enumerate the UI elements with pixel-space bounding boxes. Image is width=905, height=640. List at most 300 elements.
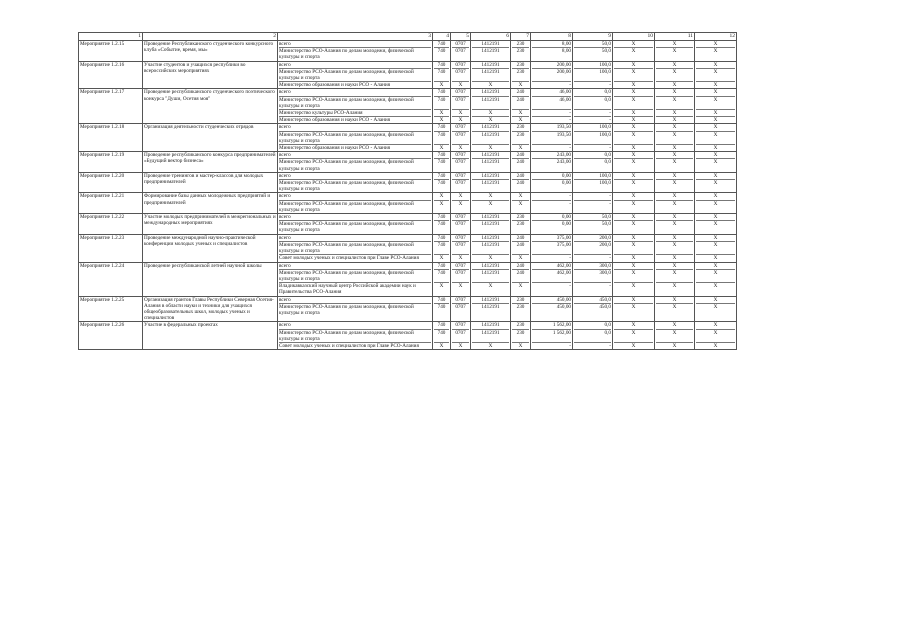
value: 1412191 xyxy=(472,235,509,242)
value: X xyxy=(696,152,735,159)
value: X xyxy=(696,41,735,48)
value-cell-c4 xyxy=(433,89,451,124)
value: 230 xyxy=(512,132,529,145)
value: 240 xyxy=(516,180,525,187)
value: 740 xyxy=(434,152,449,159)
value-cell-c4 xyxy=(433,214,451,235)
executor-name: всего xyxy=(279,193,431,200)
value-cell-c8 xyxy=(531,296,573,322)
value: X xyxy=(614,41,653,48)
value-cell-c7 xyxy=(511,296,531,322)
executor-name: Совет молодых ученых и специалистов при Главе РСО-Алания xyxy=(279,255,419,262)
value-cell-c5 xyxy=(451,322,471,350)
value: 200,00 xyxy=(532,62,571,69)
value-cell-c4 xyxy=(433,124,451,152)
value: X xyxy=(656,330,693,343)
value: 1412191 xyxy=(481,159,500,166)
value-cell-c7 xyxy=(511,262,531,296)
value: 100,0 xyxy=(574,132,611,145)
value-cell-c11 xyxy=(655,61,695,89)
value: 50,0 xyxy=(601,48,611,55)
value: X xyxy=(696,132,735,145)
value-cell-c5 xyxy=(451,214,471,235)
value: 1412191 xyxy=(472,69,509,82)
value: - xyxy=(609,283,611,290)
value: X xyxy=(518,342,523,349)
value: - xyxy=(569,200,571,207)
value-cell-c11 xyxy=(655,124,695,152)
executor-name: Министерство РСО-Алания по делам молодежи, физической культуры и спорта xyxy=(279,270,431,283)
value: 1412191 xyxy=(472,270,509,283)
value: 740 xyxy=(437,180,446,187)
value: 740 xyxy=(434,41,449,48)
value-cell-c7 xyxy=(511,234,531,262)
column-number: 7 xyxy=(511,33,531,41)
executor-name: Министерство образования и науки РСО - Алания xyxy=(279,145,391,152)
value: 0707 xyxy=(452,235,469,242)
value: 0707 xyxy=(455,48,466,55)
value-cell-c9 xyxy=(573,172,613,193)
value: 240 xyxy=(512,152,529,159)
value: X xyxy=(696,270,735,283)
value: 0707 xyxy=(452,297,469,304)
value-cell-c5 xyxy=(451,172,471,193)
value: X xyxy=(713,221,718,228)
program-table xyxy=(78,32,737,350)
value: 100,0 xyxy=(574,69,611,82)
value-cell-c7 xyxy=(511,61,531,89)
value: X xyxy=(696,322,735,329)
executor-name: Министерство РСО-Алания по делам молодежи, физической культуры и спорта xyxy=(279,97,431,110)
value: X xyxy=(614,330,653,343)
value: - xyxy=(574,193,611,200)
activity-name: Проведение Республиканского студенческого конкурсного клуба «Событие, время, мы» xyxy=(143,41,278,62)
value: 230 xyxy=(516,48,525,55)
value: X xyxy=(713,200,718,207)
activity-code: Мероприятие 1.2.26 xyxy=(79,322,143,350)
activity-code: Мероприятие 1.2.24 xyxy=(79,262,143,296)
value: 1412191 xyxy=(481,48,500,55)
value: X xyxy=(631,145,636,152)
value: 240 xyxy=(512,173,529,180)
value: X xyxy=(656,270,693,283)
column-number: 2 xyxy=(143,33,278,41)
value-cell-c11 xyxy=(655,193,695,214)
value: X xyxy=(672,283,677,290)
value: X xyxy=(656,97,693,110)
value: 1412191 xyxy=(481,303,500,310)
value: X xyxy=(696,62,735,69)
value: X xyxy=(614,322,653,329)
executor-cell xyxy=(278,296,433,322)
value: X xyxy=(439,255,444,262)
value-cell-c12 xyxy=(695,214,737,235)
value-cell-c11 xyxy=(655,322,695,350)
value-cell-c6 xyxy=(471,322,511,350)
value: X xyxy=(458,342,463,349)
value-cell-c8 xyxy=(531,41,573,62)
value: 740 xyxy=(434,270,449,283)
executor-name: Министерство РСО-Алания по делам молодежи, физической культуры и спорта xyxy=(279,48,414,61)
value: X xyxy=(439,145,444,152)
value: X xyxy=(656,62,693,69)
value: X xyxy=(631,283,636,290)
value: - xyxy=(609,255,611,262)
value-cell-c6 xyxy=(471,296,511,322)
value: X xyxy=(518,255,523,262)
value: 1412191 xyxy=(481,221,500,228)
value: 0,00 xyxy=(532,173,571,180)
column-number: 4 xyxy=(433,33,451,41)
value-cell-c6 xyxy=(471,234,511,262)
value: X xyxy=(439,283,444,290)
value: 740 xyxy=(434,322,449,329)
value: - xyxy=(532,110,571,117)
value-cell-c12 xyxy=(695,193,737,214)
value: 740 xyxy=(437,48,446,55)
activity-name: Проведение республиканской летней научной школы xyxy=(143,262,278,296)
value: X xyxy=(656,214,693,221)
executor-cell xyxy=(278,172,433,193)
activity-name: Организация грантов Главы Республики Северная Осетия-Алания в области науки и техники для учащихся общеобразовательных школ, молодых ученых и специалистов xyxy=(143,296,278,322)
value: X xyxy=(614,124,653,131)
value: 240 xyxy=(512,89,529,96)
value: - xyxy=(569,82,571,89)
value: 740 xyxy=(437,303,446,310)
value-cell-c12 xyxy=(695,172,737,193)
value: X xyxy=(488,145,493,152)
value: X xyxy=(614,97,653,110)
executor-name: всего xyxy=(279,297,431,304)
value: X xyxy=(672,145,677,152)
activity-code: Мероприятие 1.2.25 xyxy=(79,296,143,322)
activity-name: Проведение республиканского студенческого поэтического конкурса "Души, Осетия моя" xyxy=(143,89,278,124)
value: X xyxy=(439,117,444,124)
activity-code: Мероприятие 1.2.22 xyxy=(79,214,143,235)
activity-code: Мероприятие 1.2.21 xyxy=(79,193,143,214)
value: X xyxy=(458,82,463,89)
value: 740 xyxy=(434,242,449,255)
value: - xyxy=(609,117,611,124)
column-number: 1 xyxy=(79,33,143,41)
value: X xyxy=(696,214,735,221)
value: 243,00 xyxy=(556,159,571,166)
value: X xyxy=(518,117,523,124)
value: 50,0 xyxy=(601,221,611,228)
activity-name: Организация деятельности студенческих отрядов xyxy=(143,124,278,152)
value: X xyxy=(713,145,718,152)
value: 450,00 xyxy=(556,303,571,310)
executor-name: Министерство РСО-Алания по делам молодежи, физической культуры и спорта xyxy=(279,200,414,213)
value-cell-c8 xyxy=(531,234,573,262)
value-cell-c5 xyxy=(451,234,471,262)
value: 740 xyxy=(434,235,449,242)
value: - xyxy=(609,145,611,152)
value: X xyxy=(488,200,493,207)
value: X xyxy=(614,62,653,69)
value-cell-c6 xyxy=(471,61,511,89)
document-page xyxy=(78,32,736,350)
executor-name: всего xyxy=(279,41,431,48)
value: X xyxy=(672,255,677,262)
executor-name: всего xyxy=(279,263,431,270)
value-cell-c12 xyxy=(695,89,737,124)
value-cell-c9 xyxy=(573,152,613,173)
value-cell-c11 xyxy=(655,152,695,173)
value: 450,00 xyxy=(532,297,571,304)
value: X xyxy=(458,283,463,290)
value-cell-c6 xyxy=(471,172,511,193)
value: 740 xyxy=(434,97,449,110)
value: X xyxy=(672,159,677,166)
value: 740 xyxy=(434,124,449,131)
value: 0707 xyxy=(452,214,469,221)
value-cell-c7 xyxy=(511,152,531,173)
value-cell-c6 xyxy=(471,262,511,296)
value: 1412191 xyxy=(472,297,509,304)
value: 375,00 xyxy=(532,242,571,255)
executor-name: Министерство культуры РСО-Алания xyxy=(279,110,431,117)
value-cell-c4 xyxy=(433,61,451,89)
table-row xyxy=(79,322,737,350)
executor-name: всего xyxy=(279,152,431,159)
value: 1 562,00 xyxy=(532,322,571,329)
value: X xyxy=(672,200,677,207)
value-cell-c4 xyxy=(433,193,451,214)
value: 46,00 xyxy=(532,89,571,96)
value-cell-c9 xyxy=(573,322,613,350)
table-row xyxy=(79,193,737,214)
value: 0707 xyxy=(452,41,469,48)
value: X xyxy=(656,263,693,270)
column-number: 5 xyxy=(451,33,471,41)
value-cell-c12 xyxy=(695,262,737,296)
table-row xyxy=(79,214,737,235)
value-cell-c11 xyxy=(655,234,695,262)
value: X xyxy=(713,342,718,349)
value: 740 xyxy=(437,159,446,166)
value: X xyxy=(434,193,449,200)
value: 8,00 xyxy=(532,41,571,48)
value: X xyxy=(696,69,735,82)
table-row xyxy=(79,262,737,296)
value-cell-c10 xyxy=(613,172,655,193)
executor-cell xyxy=(278,152,433,173)
table-row xyxy=(79,152,737,173)
value-cell-c12 xyxy=(695,152,737,173)
value: 740 xyxy=(434,263,449,270)
value: 740 xyxy=(437,221,446,228)
value: X xyxy=(614,132,653,145)
value-cell-c10 xyxy=(613,262,655,296)
value-cell-c8 xyxy=(531,124,573,152)
value: X xyxy=(452,193,469,200)
activity-code: Мероприятие 1.2.16 xyxy=(79,61,143,89)
value: X xyxy=(614,214,653,221)
value-cell-c6 xyxy=(471,214,511,235)
value-cell-c5 xyxy=(451,262,471,296)
value: - xyxy=(569,117,571,124)
value: - xyxy=(609,342,611,349)
value: 740 xyxy=(434,62,449,69)
activity-name: Проведение республиканского конкурса предпринимателей «Будущий вектор бизнеса» xyxy=(143,152,278,173)
value: 462,00 xyxy=(532,263,571,270)
value: 1412191 xyxy=(472,263,509,270)
value: 0707 xyxy=(452,270,469,283)
value: 0,0 xyxy=(574,97,611,110)
value: 0,00 xyxy=(532,214,571,221)
value-cell-c12 xyxy=(695,322,737,350)
value-cell-c9 xyxy=(573,234,613,262)
value: X xyxy=(696,110,735,117)
value: X xyxy=(631,117,636,124)
value: X xyxy=(672,117,677,124)
executor-name: Министерство РСО-Алания по делам молодежи, физической культуры и спорта xyxy=(279,132,431,145)
value: X xyxy=(656,322,693,329)
activity-code: Мероприятие 1.2.17 xyxy=(79,89,143,124)
value-cell-c5 xyxy=(451,41,471,62)
executor-name: Министерство РСО-Алания по делам молодежи, физической культуры и спорта xyxy=(279,159,414,172)
value: 230 xyxy=(516,221,525,228)
value: X xyxy=(631,303,636,310)
value: 240 xyxy=(516,159,525,166)
value: - xyxy=(569,145,571,152)
value: X xyxy=(656,110,693,117)
value-cell-c10 xyxy=(613,61,655,89)
value: 0707 xyxy=(452,173,469,180)
value: 0707 xyxy=(455,303,466,310)
value: 1412191 xyxy=(472,322,509,329)
value-cell-c12 xyxy=(695,234,737,262)
value-cell-c7 xyxy=(511,322,531,350)
value: X xyxy=(672,221,677,228)
value: 0707 xyxy=(452,132,469,145)
value: X xyxy=(614,110,653,117)
value-cell-c7 xyxy=(511,172,531,193)
value: 300,0 xyxy=(574,270,611,283)
value: X xyxy=(696,193,735,200)
value: 0707 xyxy=(452,263,469,270)
value-cell-c9 xyxy=(573,193,613,214)
value: X xyxy=(713,117,718,124)
value: - xyxy=(574,110,611,117)
value: 1412191 xyxy=(472,152,509,159)
value-cell-c7 xyxy=(511,124,531,152)
value: X xyxy=(656,124,693,131)
value: X xyxy=(672,342,677,349)
value: 740 xyxy=(434,330,449,343)
value: 1412191 xyxy=(472,173,509,180)
value: 1412191 xyxy=(472,242,509,255)
value: 8,00 xyxy=(561,48,571,55)
value: X xyxy=(656,89,693,96)
value: 200,00 xyxy=(532,69,571,82)
value-cell-c7 xyxy=(511,214,531,235)
value: 1412191 xyxy=(472,62,509,69)
executor-cell xyxy=(278,262,433,296)
value: X xyxy=(614,297,653,304)
value: 0,0 xyxy=(574,330,611,343)
value: X xyxy=(631,48,636,55)
value: 1412191 xyxy=(472,214,509,221)
value-cell-c10 xyxy=(613,296,655,322)
value: X xyxy=(713,159,718,166)
executor-name: всего xyxy=(279,322,431,329)
table-row xyxy=(79,234,737,262)
value: 243,00 xyxy=(532,152,571,159)
value-cell-c10 xyxy=(613,193,655,214)
activity-name: Участие в федеральных проектах xyxy=(143,322,278,350)
value-cell-c4 xyxy=(433,152,451,173)
value: X xyxy=(488,82,493,89)
value: - xyxy=(569,342,571,349)
value-cell-c10 xyxy=(613,124,655,152)
value: X xyxy=(696,297,735,304)
value: X xyxy=(696,124,735,131)
value: 450,0 xyxy=(574,297,611,304)
value-cell-c9 xyxy=(573,214,613,235)
value-cell-c6 xyxy=(471,41,511,62)
executor-name: всего xyxy=(279,235,431,242)
column-number: 6 xyxy=(471,33,511,41)
value: 46,00 xyxy=(532,97,571,110)
value: X xyxy=(614,193,653,200)
column-number: 12 xyxy=(695,33,737,41)
value-cell-c8 xyxy=(531,262,573,296)
value: X xyxy=(672,180,677,187)
value: X xyxy=(696,173,735,180)
value: X xyxy=(518,283,523,290)
executor-name: всего xyxy=(279,173,431,180)
value: 0707 xyxy=(455,159,466,166)
value: X xyxy=(614,242,653,255)
value: 1412191 xyxy=(481,180,500,187)
executor-cell xyxy=(278,61,433,89)
executor-name: Министерство образования и науки РСО - Алания xyxy=(279,117,391,124)
value-cell-c10 xyxy=(613,89,655,124)
value: X xyxy=(488,117,493,124)
value: - xyxy=(609,200,611,207)
executor-name: всего xyxy=(279,89,431,96)
value: X xyxy=(631,82,636,89)
value: X xyxy=(713,48,718,55)
value-cell-c6 xyxy=(471,152,511,173)
value-cell-c7 xyxy=(511,89,531,124)
value-cell-c6 xyxy=(471,193,511,214)
table-row xyxy=(79,41,737,62)
value-cell-c11 xyxy=(655,262,695,296)
value: X xyxy=(439,82,444,89)
value: 240 xyxy=(512,235,529,242)
value-cell-c6 xyxy=(471,89,511,124)
value: X xyxy=(512,110,529,117)
value-cell-c5 xyxy=(451,296,471,322)
value-cell-c8 xyxy=(531,214,573,235)
executor-name: Министерство РСО-Алания по делам молодежи, физической культуры и спорта xyxy=(279,69,431,82)
value: X xyxy=(488,342,493,349)
value-cell-c4 xyxy=(433,234,451,262)
value: 1412191 xyxy=(472,132,509,145)
value: X xyxy=(631,221,636,228)
value: X xyxy=(472,193,509,200)
value: X xyxy=(656,297,693,304)
value-cell-c8 xyxy=(531,61,573,89)
value: X xyxy=(614,173,653,180)
value: X xyxy=(696,330,735,343)
value: X xyxy=(713,82,718,89)
value: X xyxy=(672,82,677,89)
value: 100,0 xyxy=(574,62,611,69)
